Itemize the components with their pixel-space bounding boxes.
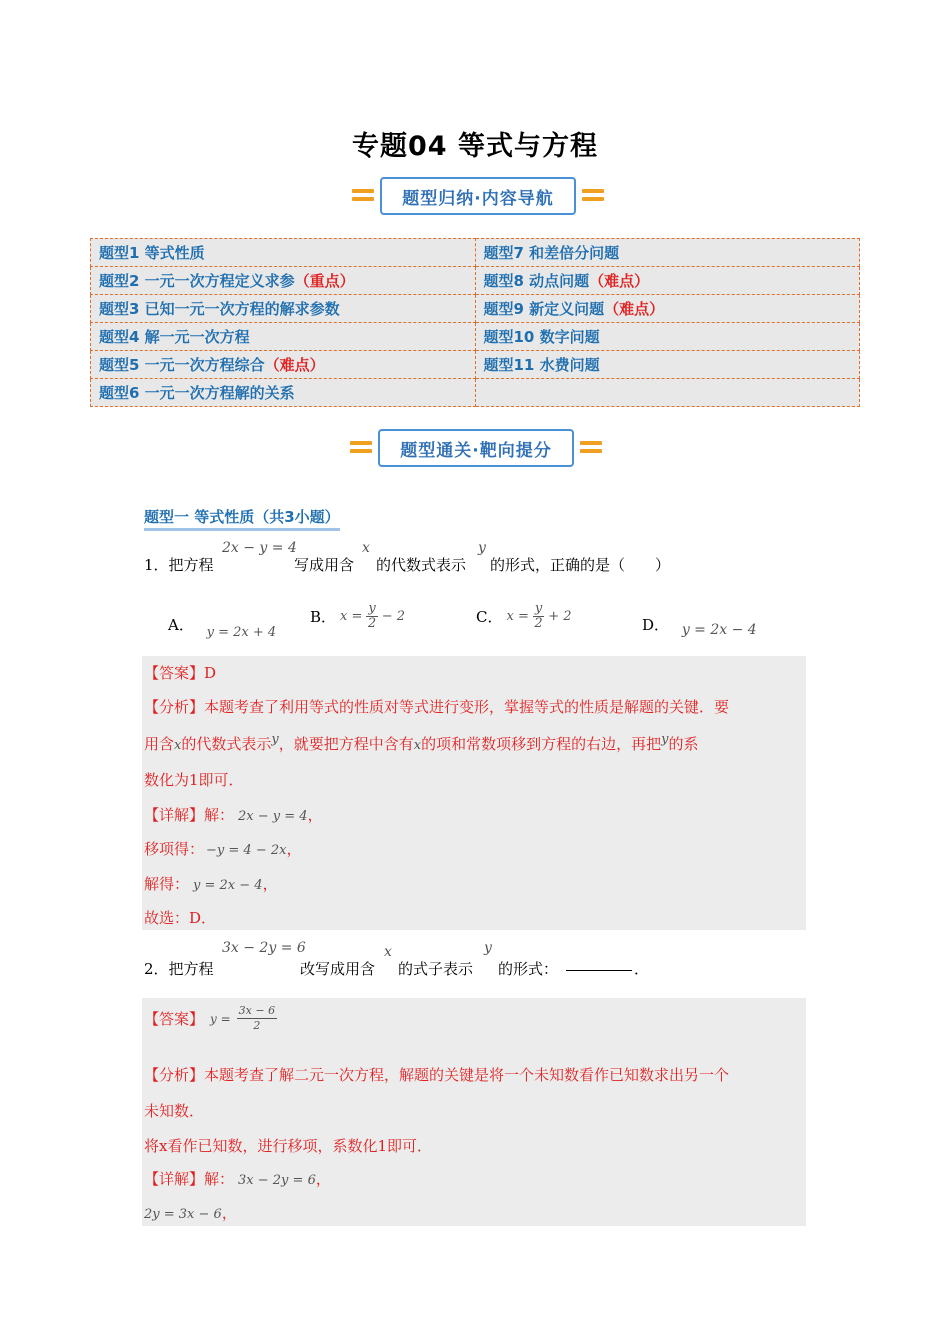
answer-block-2: 【答案】 y = $\frac{3x - 6}{2}$ 【分析】本题考查了解二元一次方程，解题的关键是将一个未知数看作已知数求出另一个 未知数． 将x看作已知数，进行移项，系数化1即可． 【详解】解： 3x − 2y = 6， 2y = 3x − 6， [142,998,806,1226]
toc-banner [352,176,604,216]
q2-num: 2．把方程 [144,960,214,978]
toc-banner-label: 题型归纳·内容导航 [380,177,576,215]
q1-text: 写成用含 [294,556,355,574]
fraction: $\frac{y}{2}$ [534,601,543,631]
fraction: $\frac{3x - 6}{2}$ [238,1004,276,1032]
practice-banner-label: 题型通关·靶向提分 [378,429,574,467]
decor-bars-icon [352,189,374,203]
toc-item[interactable]: 题型3 已知一元一次方程的解求参数 [91,295,476,323]
toc-row [91,323,860,351]
q2-equation: 3x − 2y = 6 [222,940,306,956]
toc-item [475,379,860,407]
q2-text: ． [634,960,650,978]
toc-row [91,379,860,407]
toc-row [91,351,860,379]
toc-row [91,267,860,295]
q1-num: 1．把方程 [144,556,214,574]
decor-bars-icon [350,441,372,455]
toc-item[interactable]: 题型11 水费问题 [475,351,860,379]
toc-item[interactable]: 题型5 一元一次方程综合（难点） [91,351,476,379]
q1-var-y: y [478,540,486,556]
q2-text: 改写成用含 [300,960,376,978]
q1-var-x: x [362,540,370,556]
q1-option-b[interactable]: B． x = $\frac{y}{2}$ − 2 [310,601,406,631]
toc-item[interactable]: 题型2 一元一次方程定义求参（重点） [91,267,476,295]
decor-bars-icon [582,189,604,203]
answer-blank[interactable] [566,958,632,971]
q1-text: 的代数式表示 [376,556,467,574]
q2-text: 的式子表示 [398,960,474,978]
question-2 [144,940,844,980]
q2-text: 的形式： [498,960,559,978]
q1-option-c[interactable]: C． x = $\frac{y}{2}$ + 2 [476,601,572,631]
question-1 [144,540,844,580]
fraction: $\frac{y}{2}$ [367,601,377,631]
toc-item[interactable]: 题型6 一元一次方程解的关系 [91,379,476,407]
toc-item[interactable]: 题型9 新定义问题（难点） [475,295,860,323]
toc-item[interactable]: 题型1 等式性质 [91,239,476,267]
toc-item[interactable]: 题型4 解一元一次方程 [91,323,476,351]
toc-item[interactable]: 题型8 动点问题（难点） [475,267,860,295]
toc-item[interactable]: 题型10 数字问题 [475,323,860,351]
decor-bars-icon [580,441,602,455]
q1-equation: 2x − y = 4 [222,540,297,556]
toc-row [91,295,860,323]
q1-option-d[interactable]: D． y = 2x − 4 [642,616,757,638]
q1-text: 的形式，正确的是（ ） [490,556,671,574]
q2-var-x: x [384,944,392,960]
practice-banner [350,428,602,468]
toc-row [91,239,860,267]
section-heading: 题型一 等式性质（共3小题） [144,506,340,531]
q1-option-a[interactable]: A． y = 2x + 4 [168,616,277,640]
page-title: 专题04 等式与方程 [352,131,598,162]
q2-var-y: y [484,940,492,956]
answer-block-1: 【答案】D 【分析】本题考查了利用等式的性质对等式进行变形，掌握等式的性质是解题的关键．要 用含x的代数式表示y，就要把方程中含有x的项和常数项移到方程的右边，再把y的系 数化为1即可． 【详解】解： 2x − y = 4， 移项得： −y = 4 − 2x， 解得： y = 2x − 4， 故选：D． [142,656,806,930]
toc-table [90,238,860,407]
toc-item[interactable]: 题型7 和差倍分问题 [475,239,860,267]
